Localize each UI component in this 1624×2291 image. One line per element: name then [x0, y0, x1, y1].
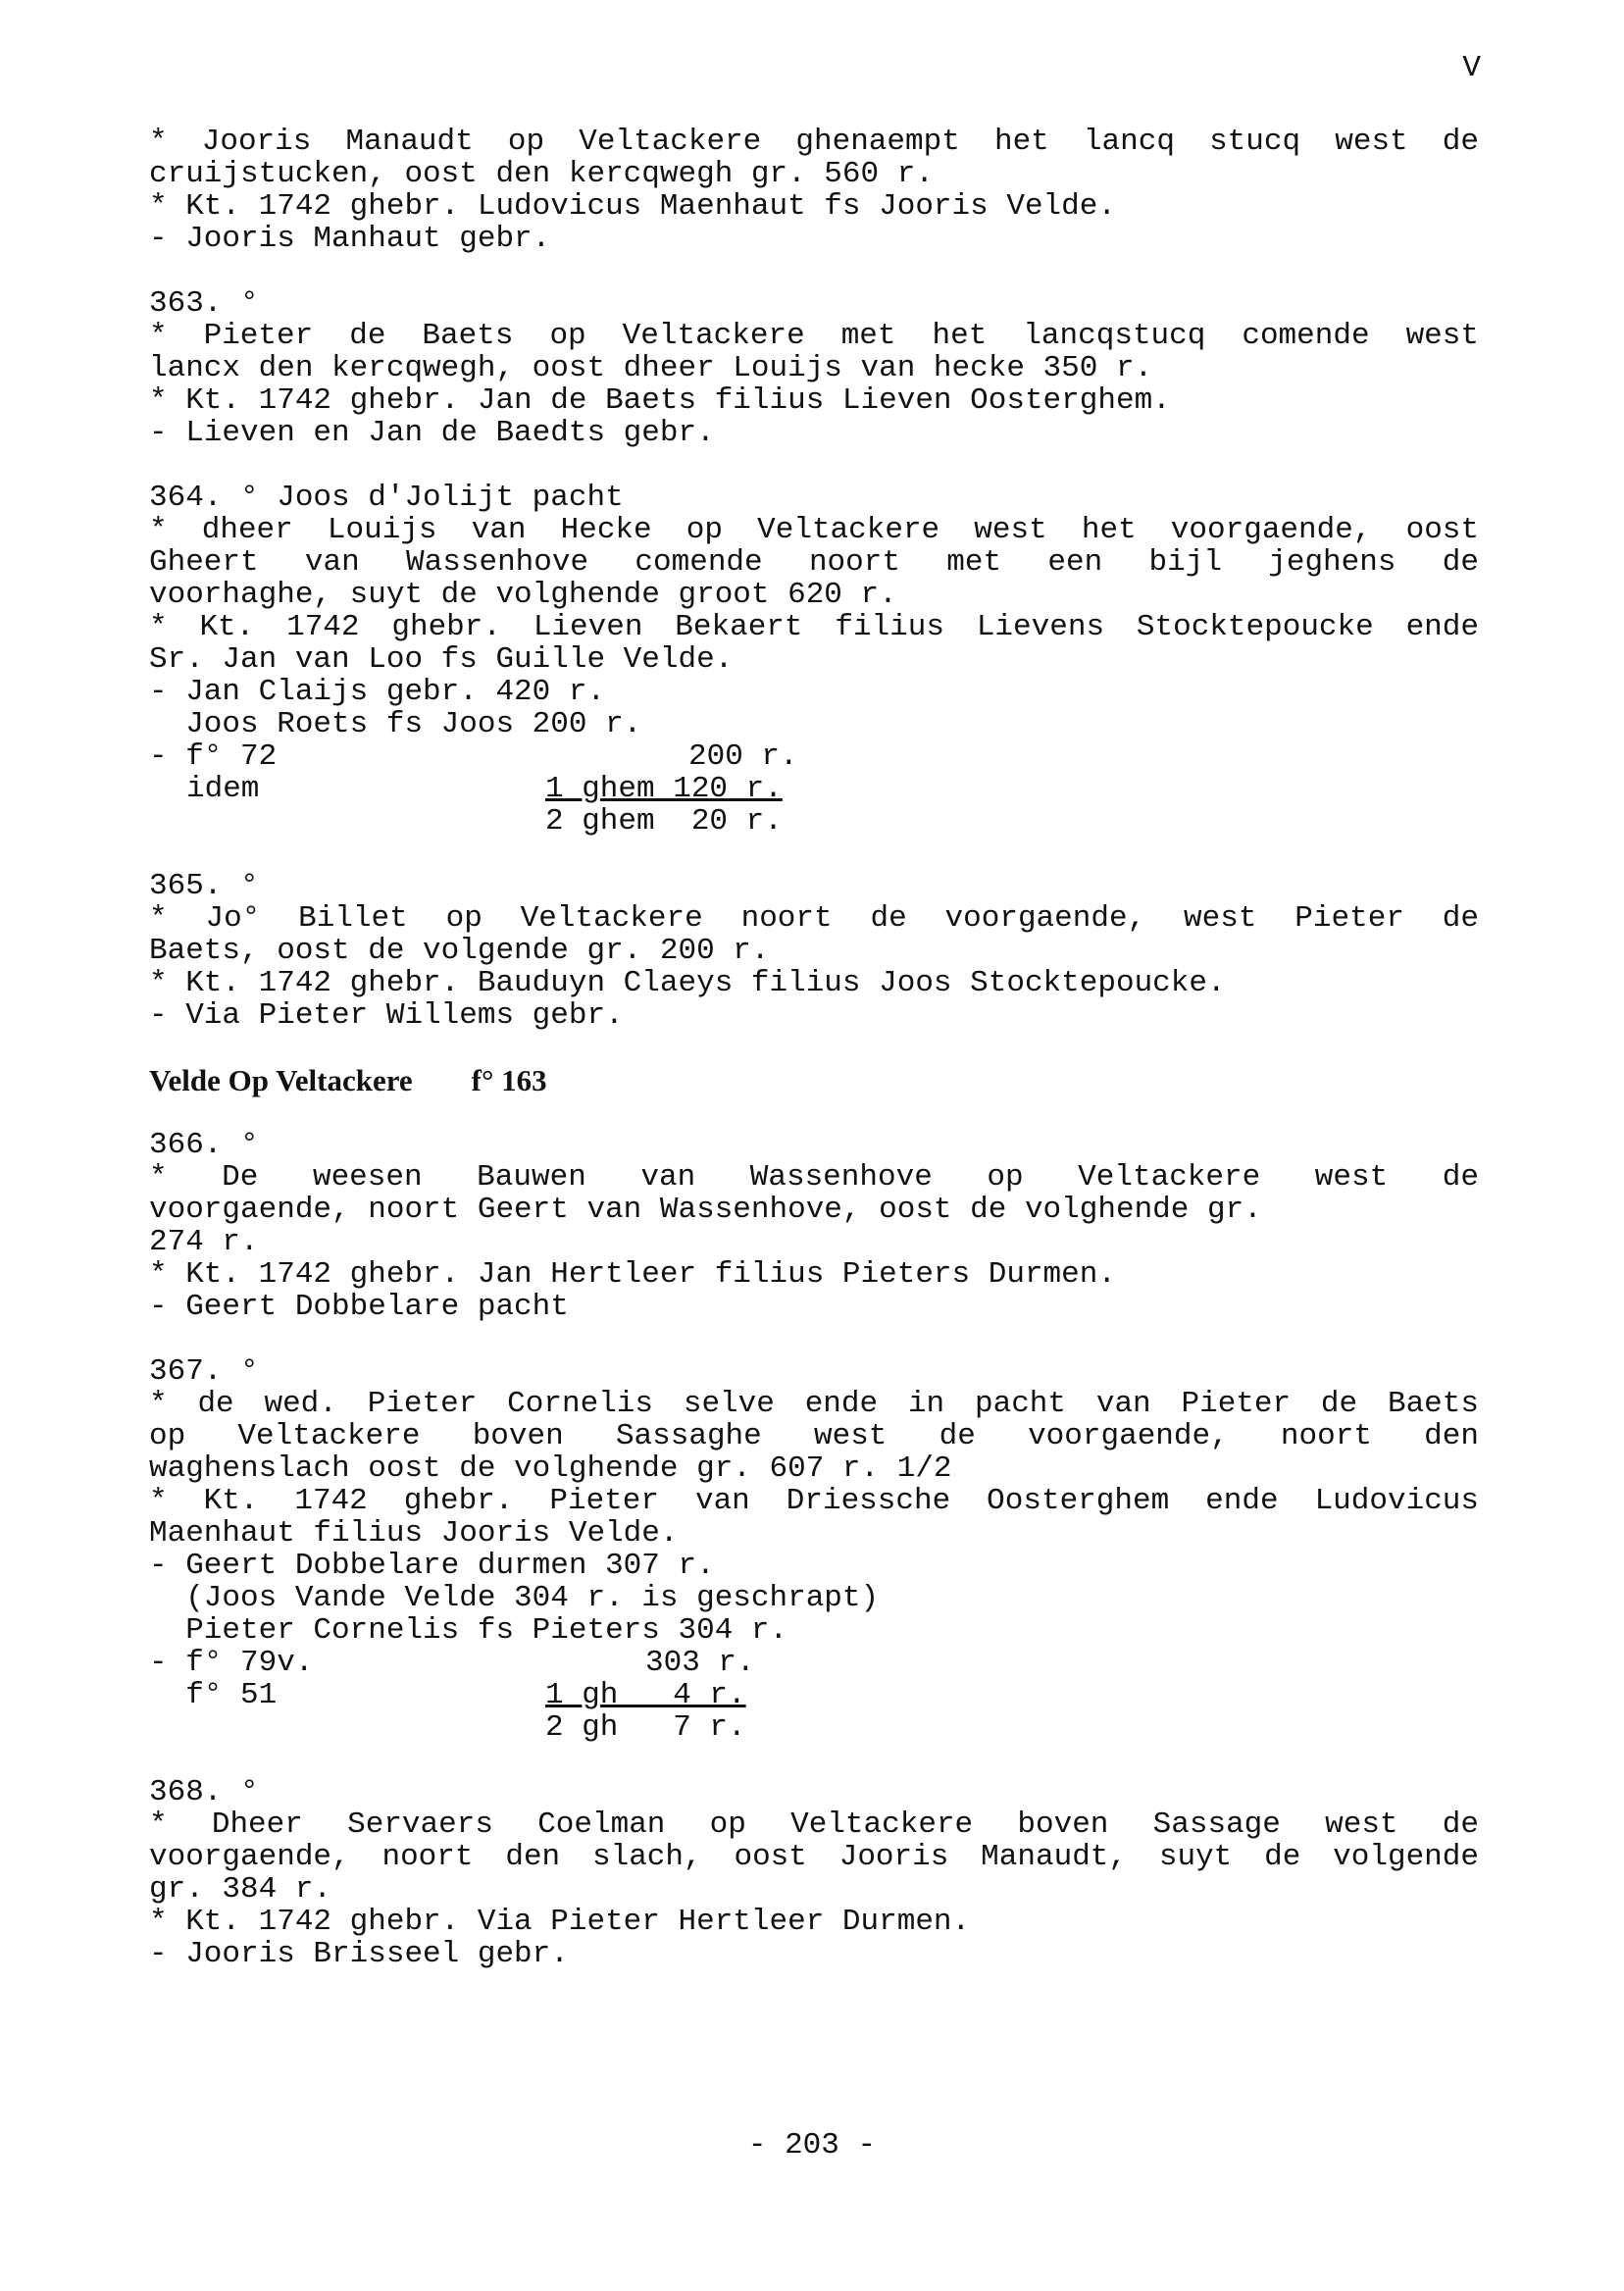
folio-table: [149, 740, 1479, 838]
text-line: * Kt. 1742 ghebr. Jan de Baets filius Lieven Oosterghem.: [149, 383, 1171, 418]
entry-number: 365. °: [149, 869, 259, 903]
table-label: - f° 79v.: [149, 1646, 314, 1680]
text-line: voorhaghe, suyt de volghende groot 620 r.: [149, 578, 897, 612]
section-heading: [149, 1064, 1479, 1096]
text-line: lancx den kercqwegh, oost dheer Louijs van hecke 350 r.: [149, 351, 1153, 385]
text-line: * De weesen Bauwen van Wassenhove op Veltackere west de: [149, 1160, 1479, 1195]
text-line: * Kt. 1742 ghebr. Jan Hertleer filius Pieters Durmen.: [149, 1257, 1116, 1292]
text-line: * de wed. Pieter Cornelis selve ende in pacht van Pieter de Baets: [149, 1387, 1479, 1421]
text-line: * Jo° Billet op Veltackere noort de voorgaende, west Pieter de: [149, 901, 1479, 936]
text-line: * Pieter de Baets op Veltackere met het lancqstucq comende west: [149, 319, 1479, 353]
text-line: * dheer Louijs van Hecke op Veltackere west het voorgaende, oost: [149, 513, 1479, 547]
entry-365: [149, 870, 1479, 1032]
table-total: 2 gh 7 r.: [545, 1710, 746, 1745]
text-line: * Kt. 1742 ghebr. Lieven Bekaert filius Lievens Stocktepoucke ende: [149, 610, 1479, 644]
entry-number: 363. °: [149, 286, 259, 321]
table-value: 303 r.: [645, 1646, 755, 1680]
text-line: * Dheer Servaers Coelman op Veltackere boven Sassage west de: [149, 1807, 1479, 1842]
text-line: - Geert Dobbelare pacht: [149, 1290, 569, 1324]
entry-366: [149, 1129, 1479, 1323]
text-line: * Kt. 1742 ghebr. Pieter van Driessche Oosterghem ende Ludovicus: [149, 1484, 1479, 1518]
text-line: Joos Roets fs Joos 200 r.: [149, 707, 642, 741]
folio-table: [149, 1647, 1479, 1744]
section-title: Velde Op Veltackere: [149, 1063, 413, 1097]
text-line: gr. 384 r.: [149, 1872, 332, 1907]
page-number: - 203 -: [747, 2128, 877, 2163]
entry-number: 366. °: [149, 1128, 259, 1162]
text-line: * Kt. 1742 ghebr. Via Pieter Hertleer Durmen.: [149, 1905, 971, 1939]
text-line: Gheert van Wassenhove comende noort met een bijl jeghens de: [149, 545, 1479, 580]
text-line: - Jooris Manhaut gebr.: [149, 222, 551, 256]
text-line: - Geert Dobbelare durmen 307 r.: [149, 1549, 715, 1583]
entry-364: [149, 482, 1479, 838]
text-line: * Kt. 1742 ghebr. Ludovicus Maenhaut fs Jooris Velde.: [149, 189, 1116, 224]
table-label: idem: [186, 772, 260, 806]
text-line: * Kt. 1742 ghebr. Bauduyn Claeys filius Joos Stocktepoucke.: [149, 966, 1226, 1000]
text-line: - Via Pieter Willems gebr.: [149, 998, 624, 1033]
entry-number: 367. °: [149, 1354, 259, 1389]
text-line: voorgaende, noort Geert van Wassenhove, oost de volghende gr.: [149, 1193, 1262, 1227]
text-line: - Jooris Brisseel gebr.: [149, 1937, 569, 1971]
text-line: Sr. Jan van Loo fs Guille Velde.: [149, 642, 734, 677]
text-line: Maenhaut filius Jooris Velde.: [149, 1516, 679, 1551]
table-label: f° 51: [149, 1678, 278, 1712]
text-line: Baets, oost de volgende gr. 200 r.: [149, 934, 770, 968]
text-line: voorgaende, noort den slach, oost Jooris Manaudt, suyt de volgende: [149, 1840, 1479, 1874]
text-line: 274 r.: [149, 1225, 259, 1259]
entry-362-continuation: [149, 126, 1479, 255]
text-line: Pieter Cornelis fs Pieters 304 r.: [149, 1613, 788, 1648]
table-value: 1 gh 4 r.: [545, 1678, 746, 1712]
entry-363: [149, 287, 1479, 449]
text-line: op Veltackere boven Sassaghe west de voorgaende, noort den: [149, 1419, 1479, 1453]
text-line: - Lieven en Jan de Baedts gebr.: [149, 416, 715, 450]
text-line: (Joos Vande Velde 304 r. is geschrapt): [149, 1581, 880, 1615]
table-value: 200 r.: [688, 739, 798, 774]
table-total: 2 ghem 20 r.: [545, 804, 783, 839]
page-marker: V: [1462, 51, 1481, 85]
text-column: [149, 126, 1479, 2003]
text-line: cruijstucken, oost den kercqwegh gr. 560 r.: [149, 157, 934, 191]
section-folio-ref: f° 163: [471, 1063, 547, 1097]
entry-367: [149, 1355, 1479, 1744]
text-line: * Jooris Manaudt op Veltackere ghenaempt het lancq stucq west de: [149, 125, 1479, 159]
text-line: waghenslach oost de volghende gr. 607 r. 1/2: [149, 1451, 952, 1486]
entry-number: 364. ° Joos d'Jolijt pacht: [149, 481, 624, 515]
table-value: 1 ghem 120 r.: [545, 772, 783, 806]
entry-368: [149, 1776, 1479, 1970]
entry-number: 368. °: [149, 1775, 259, 1809]
text-line: - Jan Claijs gebr. 420 r.: [149, 675, 606, 709]
table-label: - f° 72: [149, 739, 278, 774]
